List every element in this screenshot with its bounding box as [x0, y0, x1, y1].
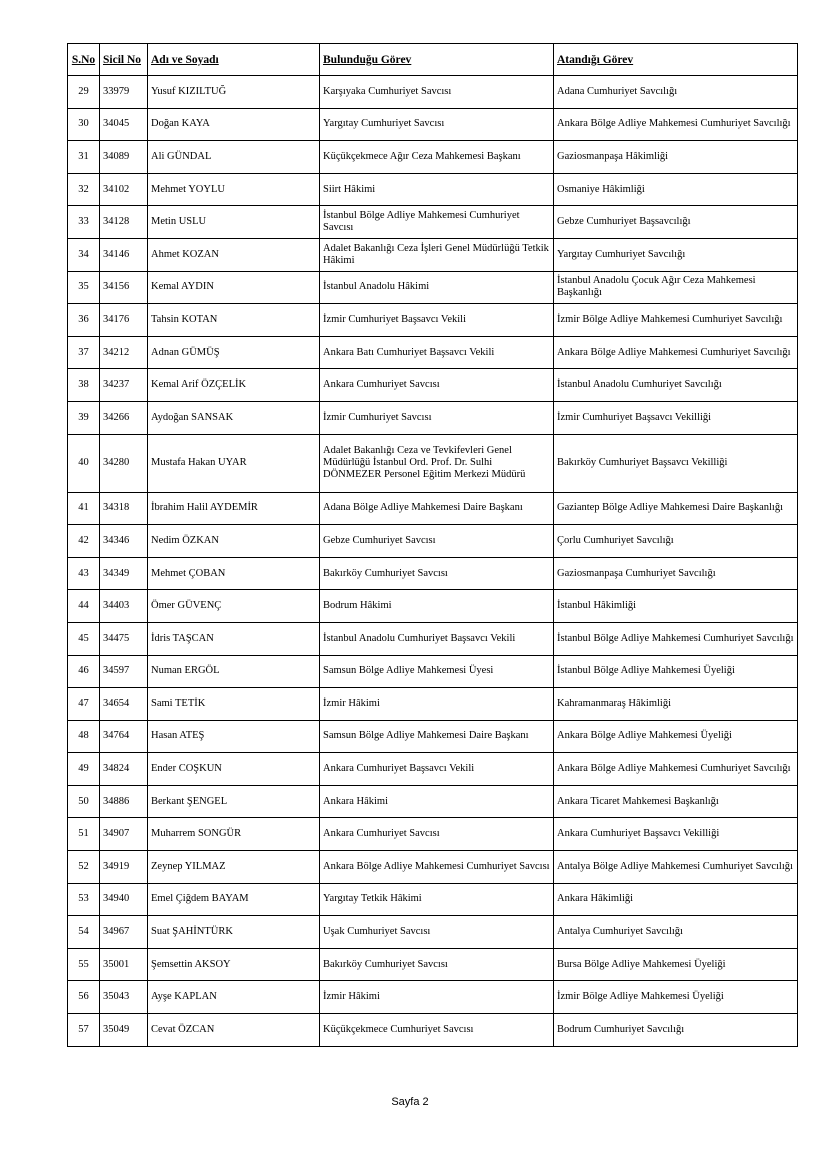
cell-current-position: Küçükçekmece Cumhuriyet Savcısı — [320, 1014, 554, 1047]
header-current-position: Bulunduğu Görev — [320, 44, 554, 76]
table-row — [68, 173, 798, 206]
cell-name: Şemsettin AKSOY — [148, 948, 320, 981]
cell-name: Mehmet YOYLU — [148, 173, 320, 206]
cell-current-position: İzmir Hâkimi — [320, 688, 554, 721]
cell-current-position: İstanbul Anadolu Hâkimi — [320, 271, 554, 304]
cell-sicil-no: 34089 — [100, 141, 148, 174]
table-row — [68, 688, 798, 721]
table-row — [68, 916, 798, 949]
table-row — [68, 141, 798, 174]
table-body — [68, 76, 798, 1047]
cell-name: Numan ERGÖL — [148, 655, 320, 688]
table-row — [68, 720, 798, 753]
cell-sicil-no: 34940 — [100, 883, 148, 916]
cell-sno: 45 — [68, 622, 100, 655]
table-row — [68, 369, 798, 402]
cell-sno: 43 — [68, 557, 100, 590]
cell-assigned-position: Ankara Bölge Adliye Mahkemesi Cumhuriyet Savcılığı — [554, 336, 798, 369]
cell-sicil-no: 35049 — [100, 1014, 148, 1047]
table-header-row — [68, 44, 798, 76]
cell-sno: 57 — [68, 1014, 100, 1047]
appointments-table — [67, 43, 798, 1047]
table-row — [68, 1014, 798, 1047]
table-row — [68, 206, 798, 239]
cell-assigned-position: İstanbul Bölge Adliye Mahkemesi Üyeliği — [554, 655, 798, 688]
table-row — [68, 655, 798, 688]
cell-name: Ayşe KAPLAN — [148, 981, 320, 1014]
cell-sno: 31 — [68, 141, 100, 174]
cell-assigned-position: Gaziosmanpaşa Cumhuriyet Savcılığı — [554, 557, 798, 590]
cell-assigned-position: Bakırköy Cumhuriyet Başsavcı Vekilliği — [554, 434, 798, 492]
page-number: Sayfa 2 — [391, 1096, 429, 1108]
cell-assigned-position: Yargıtay Cumhuriyet Savcılığı — [554, 238, 798, 271]
cell-sno: 34 — [68, 238, 100, 271]
cell-sno: 55 — [68, 948, 100, 981]
cell-assigned-position: Kahramanmaraş Hâkimliği — [554, 688, 798, 721]
cell-sicil-no: 34318 — [100, 492, 148, 525]
cell-sicil-no: 34967 — [100, 916, 148, 949]
cell-sno: 41 — [68, 492, 100, 525]
cell-sicil-no: 34919 — [100, 851, 148, 884]
cell-assigned-position: Ankara Cumhuriyet Başsavcı Vekilliği — [554, 818, 798, 851]
cell-current-position: Yargıtay Tetkik Hâkimi — [320, 883, 554, 916]
cell-name: İbrahim Halil AYDEMİR — [148, 492, 320, 525]
cell-sicil-no: 34475 — [100, 622, 148, 655]
cell-sno: 47 — [68, 688, 100, 721]
header-assigned-position: Atandığı Görev — [554, 44, 798, 76]
cell-current-position: Ankara Bölge Adliye Mahkemesi Cumhuriyet Savcısı — [320, 851, 554, 884]
cell-assigned-position: Ankara Bölge Adliye Mahkemesi Cumhuriyet Savcılığı — [554, 753, 798, 786]
cell-assigned-position: İzmir Bölge Adliye Mahkemesi Üyeliği — [554, 981, 798, 1014]
cell-sicil-no: 34237 — [100, 369, 148, 402]
cell-current-position: İzmir Cumhuriyet Başsavcı Vekili — [320, 304, 554, 337]
cell-current-position: Ankara Batı Cumhuriyet Başsavcı Vekili — [320, 336, 554, 369]
cell-name: İdris TAŞCAN — [148, 622, 320, 655]
table-row — [68, 590, 798, 623]
cell-assigned-position: Ankara Hâkimliği — [554, 883, 798, 916]
table-row — [68, 108, 798, 141]
cell-assigned-position: Ankara Bölge Adliye Mahkemesi Üyeliği — [554, 720, 798, 753]
header-sicil-no: Sicil No — [100, 44, 148, 76]
cell-current-position: İstanbul Bölge Adliye Mahkemesi Cumhuriyet Savcısı — [320, 206, 554, 239]
cell-sno: 38 — [68, 369, 100, 402]
cell-current-position: İzmir Cumhuriyet Savcısı — [320, 401, 554, 434]
cell-sno: 30 — [68, 108, 100, 141]
cell-sicil-no: 34346 — [100, 525, 148, 558]
header-sno: S.No — [68, 44, 100, 76]
cell-name: Ahmet KOZAN — [148, 238, 320, 271]
cell-sicil-no: 34102 — [100, 173, 148, 206]
cell-sno: 42 — [68, 525, 100, 558]
cell-sno: 46 — [68, 655, 100, 688]
cell-current-position: Küçükçekmece Ağır Ceza Mahkemesi Başkanı — [320, 141, 554, 174]
cell-assigned-position: Gaziantep Bölge Adliye Mahkemesi Daire Başkanlığı — [554, 492, 798, 525]
cell-name: Mustafa Hakan UYAR — [148, 434, 320, 492]
table-row — [68, 271, 798, 304]
cell-sno: 53 — [68, 883, 100, 916]
cell-assigned-position: Osmaniye Hâkimliği — [554, 173, 798, 206]
cell-current-position: Siirt Hâkimi — [320, 173, 554, 206]
cell-assigned-position: Bursa Bölge Adliye Mahkemesi Üyeliği — [554, 948, 798, 981]
cell-sicil-no: 35043 — [100, 981, 148, 1014]
cell-sicil-no: 34128 — [100, 206, 148, 239]
cell-sicil-no: 34156 — [100, 271, 148, 304]
cell-sicil-no: 34403 — [100, 590, 148, 623]
cell-current-position: Gebze Cumhuriyet Savcısı — [320, 525, 554, 558]
cell-name: Ali GÜNDAL — [148, 141, 320, 174]
cell-assigned-position: İstanbul Bölge Adliye Mahkemesi Cumhuriyet Savcılığı — [554, 622, 798, 655]
table-row — [68, 622, 798, 655]
cell-assigned-position: Gebze Cumhuriyet Başsavcılığı — [554, 206, 798, 239]
table-row — [68, 818, 798, 851]
table-row — [68, 525, 798, 558]
table-row — [68, 883, 798, 916]
cell-current-position: Samsun Bölge Adliye Mahkemesi Daire Başkanı — [320, 720, 554, 753]
cell-current-position: İzmir Hâkimi — [320, 981, 554, 1014]
cell-current-position: Yargıtay Cumhuriyet Savcısı — [320, 108, 554, 141]
cell-sno: 40 — [68, 434, 100, 492]
cell-sicil-no: 33979 — [100, 76, 148, 109]
cell-name: Muharrem SONGÜR — [148, 818, 320, 851]
table-row — [68, 304, 798, 337]
cell-current-position: İstanbul Anadolu Cumhuriyet Başsavcı Vekili — [320, 622, 554, 655]
cell-assigned-position: Adana Cumhuriyet Savcılığı — [554, 76, 798, 109]
cell-name: Kemal AYDIN — [148, 271, 320, 304]
cell-current-position: Bakırköy Cumhuriyet Savcısı — [320, 557, 554, 590]
cell-sicil-no: 34212 — [100, 336, 148, 369]
table-row — [68, 557, 798, 590]
cell-sicil-no: 34597 — [100, 655, 148, 688]
cell-assigned-position: İstanbul Anadolu Çocuk Ağır Ceza Mahkemesi Başkanlığı — [554, 271, 798, 304]
cell-name: Sami TETİK — [148, 688, 320, 721]
cell-name: Adnan GÜMÜŞ — [148, 336, 320, 369]
cell-name: Nedim ÖZKAN — [148, 525, 320, 558]
cell-sicil-no: 34146 — [100, 238, 148, 271]
cell-sno: 33 — [68, 206, 100, 239]
table-row — [68, 948, 798, 981]
cell-name: Tahsin KOTAN — [148, 304, 320, 337]
cell-name: Hasan ATEŞ — [148, 720, 320, 753]
cell-name: Yusuf KIZILTUĞ — [148, 76, 320, 109]
table-row — [68, 76, 798, 109]
cell-sicil-no: 34907 — [100, 818, 148, 851]
cell-name: Zeynep YILMAZ — [148, 851, 320, 884]
table-row — [68, 401, 798, 434]
cell-name: Metin USLU — [148, 206, 320, 239]
cell-sno: 36 — [68, 304, 100, 337]
cell-sno: 52 — [68, 851, 100, 884]
cell-sno: 48 — [68, 720, 100, 753]
cell-assigned-position: Gaziosmanpaşa Hâkimliği — [554, 141, 798, 174]
cell-assigned-position: İstanbul Anadolu Cumhuriyet Savcılığı — [554, 369, 798, 402]
cell-sicil-no: 34280 — [100, 434, 148, 492]
table-row — [68, 238, 798, 271]
cell-current-position: Ankara Cumhuriyet Başsavcı Vekili — [320, 753, 554, 786]
cell-sicil-no: 34349 — [100, 557, 148, 590]
cell-current-position: Adalet Bakanlığı Ceza İşleri Genel Müdürlüğü Tetkik Hâkimi — [320, 238, 554, 271]
cell-current-position: Adana Bölge Adliye Mahkemesi Daire Başkanı — [320, 492, 554, 525]
cell-assigned-position: Çorlu Cumhuriyet Savcılığı — [554, 525, 798, 558]
cell-name: Cevat ÖZCAN — [148, 1014, 320, 1047]
cell-sicil-no: 34824 — [100, 753, 148, 786]
cell-sicil-no: 35001 — [100, 948, 148, 981]
cell-current-position: Bakırköy Cumhuriyet Savcısı — [320, 948, 554, 981]
cell-current-position: Ankara Hâkimi — [320, 785, 554, 818]
table-row — [68, 434, 798, 492]
cell-sicil-no: 34654 — [100, 688, 148, 721]
table-row — [68, 753, 798, 786]
cell-assigned-position: Bodrum Cumhuriyet Savcılığı — [554, 1014, 798, 1047]
table-row — [68, 336, 798, 369]
cell-sno: 54 — [68, 916, 100, 949]
cell-sicil-no: 34764 — [100, 720, 148, 753]
cell-sno: 49 — [68, 753, 100, 786]
cell-assigned-position: Antalya Cumhuriyet Savcılığı — [554, 916, 798, 949]
header-name: Adı ve Soyadı — [148, 44, 320, 76]
cell-current-position: Uşak Cumhuriyet Savcısı — [320, 916, 554, 949]
cell-sno: 37 — [68, 336, 100, 369]
cell-name: Suat ŞAHİNTÜRK — [148, 916, 320, 949]
cell-sno: 44 — [68, 590, 100, 623]
cell-assigned-position: İzmir Bölge Adliye Mahkemesi Cumhuriyet Savcılığı — [554, 304, 798, 337]
cell-name: Emel Çiğdem BAYAM — [148, 883, 320, 916]
cell-name: Aydoğan SANSAK — [148, 401, 320, 434]
cell-name: Kemal Arif ÖZÇELİK — [148, 369, 320, 402]
table-row — [68, 492, 798, 525]
cell-name: Doğan KAYA — [148, 108, 320, 141]
cell-sno: 39 — [68, 401, 100, 434]
cell-sicil-no: 34886 — [100, 785, 148, 818]
cell-name: Ömer GÜVENÇ — [148, 590, 320, 623]
cell-current-position: Karşıyaka Cumhuriyet Savcısı — [320, 76, 554, 109]
cell-current-position: Ankara Cumhuriyet Savcısı — [320, 369, 554, 402]
cell-name: Mehmet ÇOBAN — [148, 557, 320, 590]
cell-sno: 51 — [68, 818, 100, 851]
table-row — [68, 785, 798, 818]
cell-sicil-no: 34176 — [100, 304, 148, 337]
cell-sno: 29 — [68, 76, 100, 109]
cell-sno: 50 — [68, 785, 100, 818]
cell-sicil-no: 34045 — [100, 108, 148, 141]
cell-sicil-no: 34266 — [100, 401, 148, 434]
cell-current-position: Ankara Cumhuriyet Savcısı — [320, 818, 554, 851]
cell-assigned-position: Ankara Bölge Adliye Mahkemesi Cumhuriyet Savcılığı — [554, 108, 798, 141]
cell-current-position: Samsun Bölge Adliye Mahkemesi Üyesi — [320, 655, 554, 688]
cell-name: Berkant ŞENGEL — [148, 785, 320, 818]
table-row — [68, 851, 798, 884]
cell-sno: 35 — [68, 271, 100, 304]
table-row — [68, 981, 798, 1014]
cell-assigned-position: Antalya Bölge Adliye Mahkemesi Cumhuriyet Savcılığı — [554, 851, 798, 884]
cell-assigned-position: İzmir Cumhuriyet Başsavcı Vekilliği — [554, 401, 798, 434]
cell-current-position: Bodrum Hâkimi — [320, 590, 554, 623]
cell-sno: 32 — [68, 173, 100, 206]
cell-assigned-position: İstanbul Hâkimliği — [554, 590, 798, 623]
cell-assigned-position: Ankara Ticaret Mahkemesi Başkanlığı — [554, 785, 798, 818]
cell-sno: 56 — [68, 981, 100, 1014]
cell-current-position: Adalet Bakanlığı Ceza ve Tevkifevleri Genel Müdürlüğü İstanbul Ord. Prof. Dr. Sulhi DÖNMEZER Personel Eğitim Merkezi Müdürü — [320, 434, 554, 492]
cell-name: Ender COŞKUN — [148, 753, 320, 786]
